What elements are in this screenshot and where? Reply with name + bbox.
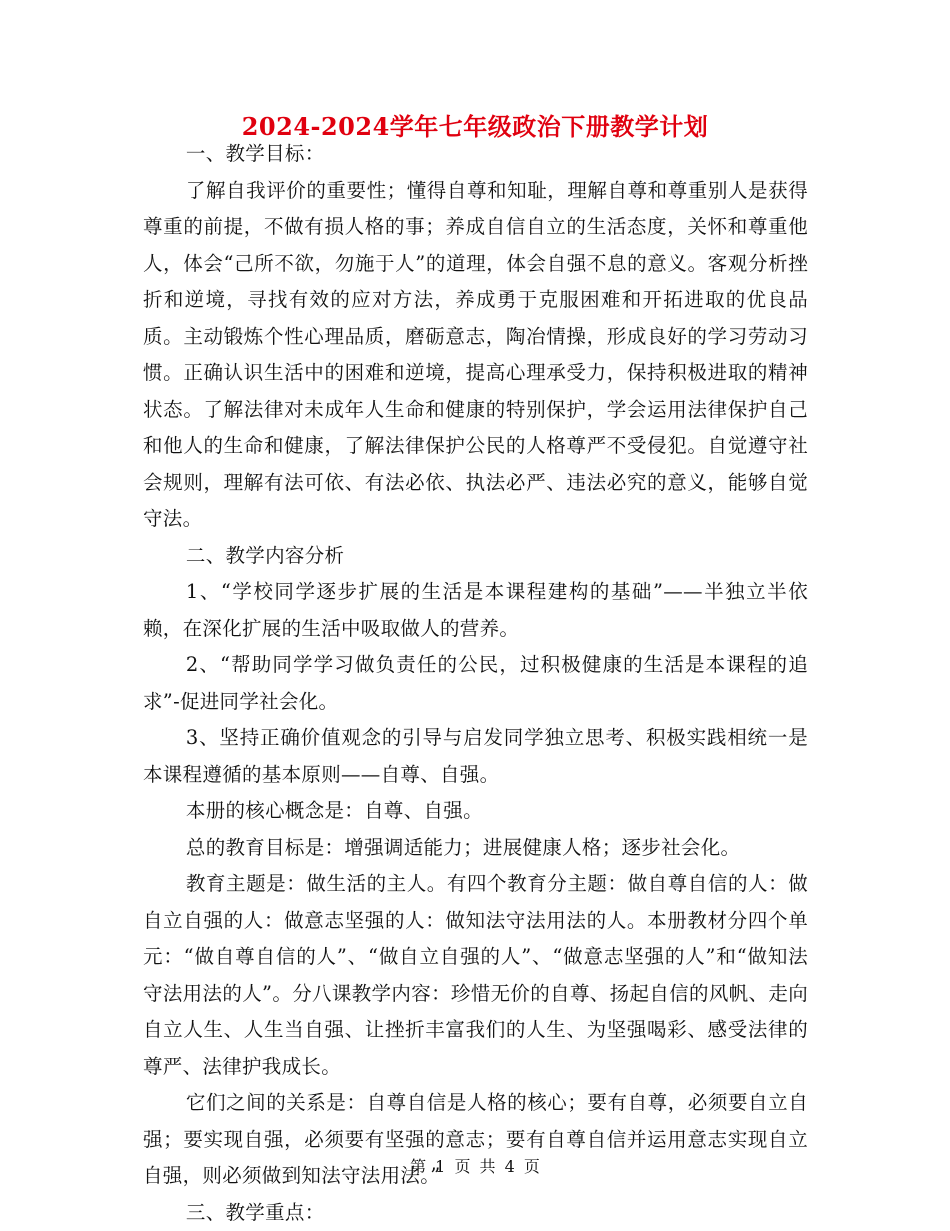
- paragraph-core-concept: 本册的核心概念是：自尊、自强。: [143, 793, 808, 830]
- document-body: [143, 136, 808, 1231]
- paragraph-item-2: 2、“帮助同学学习做负责任的公民，过积极健康的生活是本课程的追求”-促进同学社会化。: [143, 647, 808, 720]
- section-heading-key-points: 三、教学重点：: [143, 1195, 808, 1231]
- paragraph-item-1: 1、“学校同学逐步扩展的生活是本课程建构的基础”——半独立半依赖，在深化扩展的生活中吸取做人的营养。: [143, 574, 808, 647]
- paragraph-goals: 了解自我评价的重要性；懂得自尊和知耻，理解自尊和尊重别人是获得尊重的前提，不做有损人格的事；养成自信自立的生活态度，关怀和尊重他人，体会“己所不欲，勿施于人”的道理，体会自强不息的意义。客观分析挫折和逆境，寻找有效的应对方法，养成勇于克服困难和开拓进取的优良品质。主动锻炼个性心理品质，磨砺意志，陶冶情操，形成良好的学习劳动习惯。正确认识生活中的困难和逆境，提高心理承受力，保持积极进取的精神状态。了解法律对未成年人生命和健康的特别保护，学会运用法律保护自己和他人的生命和健康，了解法律保护公民的人格尊严不受侵犯。自觉遵守社会规则，理解有法可依、有法必依、执法必严、违法必究的意义，能够自觉守法。: [143, 173, 808, 538]
- paragraph-relationship: 它们之间的关系是：自尊自信是人格的核心；要有自尊，必须要自立自强；要实现自强，必须要有坚强的意志；要有自尊自信并运用意志实现自立自强，则必须做到知法守法用法。”: [143, 1085, 808, 1195]
- paragraph-education-goal: 总的教育目标是：增强调适能力；进展健康人格；逐步社会化。: [143, 830, 808, 867]
- document-title: 2024-2024学年七年级政治下册教学计划: [0, 112, 950, 142]
- paragraph-item-3: 3、坚持正确价值观念的引导与启发同学独立思考、积极实践相统一是本课程遵循的基本原则——自尊、自强。: [143, 720, 808, 793]
- page-number-footer: 第 1 页 共 4 页: [0, 1154, 950, 1177]
- paragraph-education-theme: 教育主题是：做生活的主人。有四个教育分主题：做自尊自信的人：做自立自强的人：做意志坚强的人：做知法守法用法的人。本册教材分四个单元：“做自尊自信的人”、“做自立自强的人”、“做意志坚强的人”和“做知法守法用法的人”。分八课教学内容：珍惜无价的自尊、扬起自信的风帆、走向自立人生、人生当自强、让挫折丰富我们的人生、为坚强喝彩、感受法律的尊严、法律护我成长。: [143, 866, 808, 1085]
- section-heading-content-analysis: 二、教学内容分析: [143, 538, 808, 575]
- section-heading-goals: 一、教学目标：: [143, 136, 808, 173]
